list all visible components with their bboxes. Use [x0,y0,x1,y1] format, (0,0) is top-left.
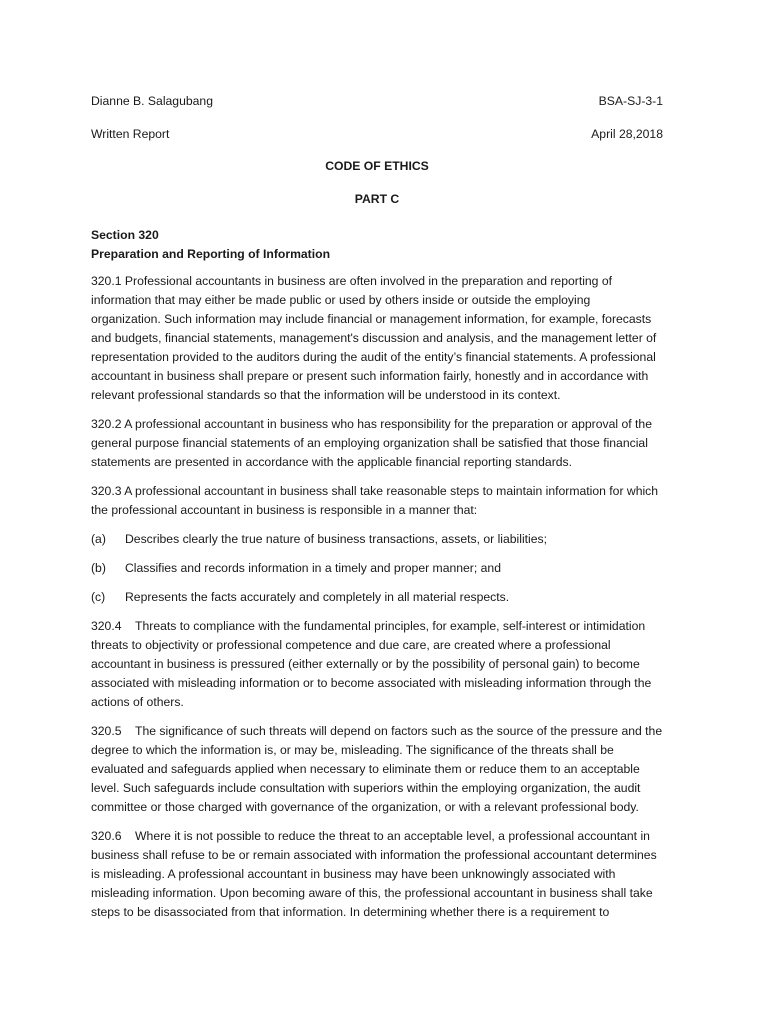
paragraph-320-6: 320.6 Where it is not possible to reduce the threat to an acceptable level, a professional accountant in business shall refuse to be or remain associated with information the professional accountant determines is misleading. A professional accountant in business may have been unknowingly associated with misleading information. Upon becoming aware of this, the professional accountant in business shall take steps to be disassociated from that information. In determining whether there is a requirement to [91,829,657,919]
paragraph-320-5: 320.5 The significance of such threats will depend on factors such as the source of the pressure and the degree to which the information is, or may be, misleading. The significance of the threats shall be evaluated and safeguards applied when necessary to eliminate them or reduce them to an acceptable level. Such safeguards include consultation with superiors within the employing organization, the audit committee or those charged with governance of the organization, or with a relevant professional body. [91,724,663,814]
paragraph-320-3: 320.3 A professional accountant in business shall take reasonable steps to maintain information for which the professional accountant in business is responsible in a manner that: [91,484,659,517]
section-heading [91,226,663,264]
author-name: Dianne B. Salagubang [91,94,213,108]
document-type: Written Report [91,127,170,141]
list-marker: (c) [91,590,106,604]
header-row-1 [91,92,663,111]
section-name: Preparation and Reporting of Information [91,247,331,261]
document-date: April 28,2018 [591,127,663,141]
part-title: PART C [354,192,400,206]
section-number: Section 320 [91,228,159,242]
list-item-b [91,559,663,578]
section-code: BSA-SJ-3-1 [598,94,663,108]
document-page [91,92,663,922]
paragraph-320-1: 320.1 Professional accountants in business are often involved in the preparation and reporting of information that may either be made public or used by others inside or outside the employing organization. Such information may include financial or management information, for example, forecasts and budgets, financial statements, management's discussion and analysis, and the management letter of representation provided to the auditors during the audit of the entity’s financial statements. A professional accountant in business shall prepare or present such information fairly, honestly and in accordance with relevant professional standards so that the information will be understood in its context. [91,274,657,402]
list-text: Describes clearly the true nature of business transactions, assets, or liabilities; [125,532,548,546]
paragraph-320-4: 320.4 Threats to compliance with the fundamental principles, for example, self-interest or intimidation threats to objectivity or professional competence and due care, are created where a professional accountant in business is pressured (either externally or by the possibility of personal gain) to become associated with misleading information or to become associated with misleading information through the actions of others. [91,619,652,709]
list-item-a [91,530,663,549]
list-text: Classifies and records information in a timely and proper manner; and [125,561,501,575]
list-marker: (a) [91,532,106,546]
list-text: Represents the facts accurately and completely in all material respects. [125,590,510,604]
header-row-2 [91,125,663,144]
document-title: CODE OF ETHICS [325,159,429,173]
paragraph-320-2: 320.2 A professional accountant in business who has responsibility for the preparation or approval of the general purpose financial statements of an employing organization shall be satisfied that those financial statements are presented in accordance with the applicable financial reporting standards. [91,417,652,469]
list-marker: (b) [91,561,106,575]
list-item-c [91,588,663,607]
